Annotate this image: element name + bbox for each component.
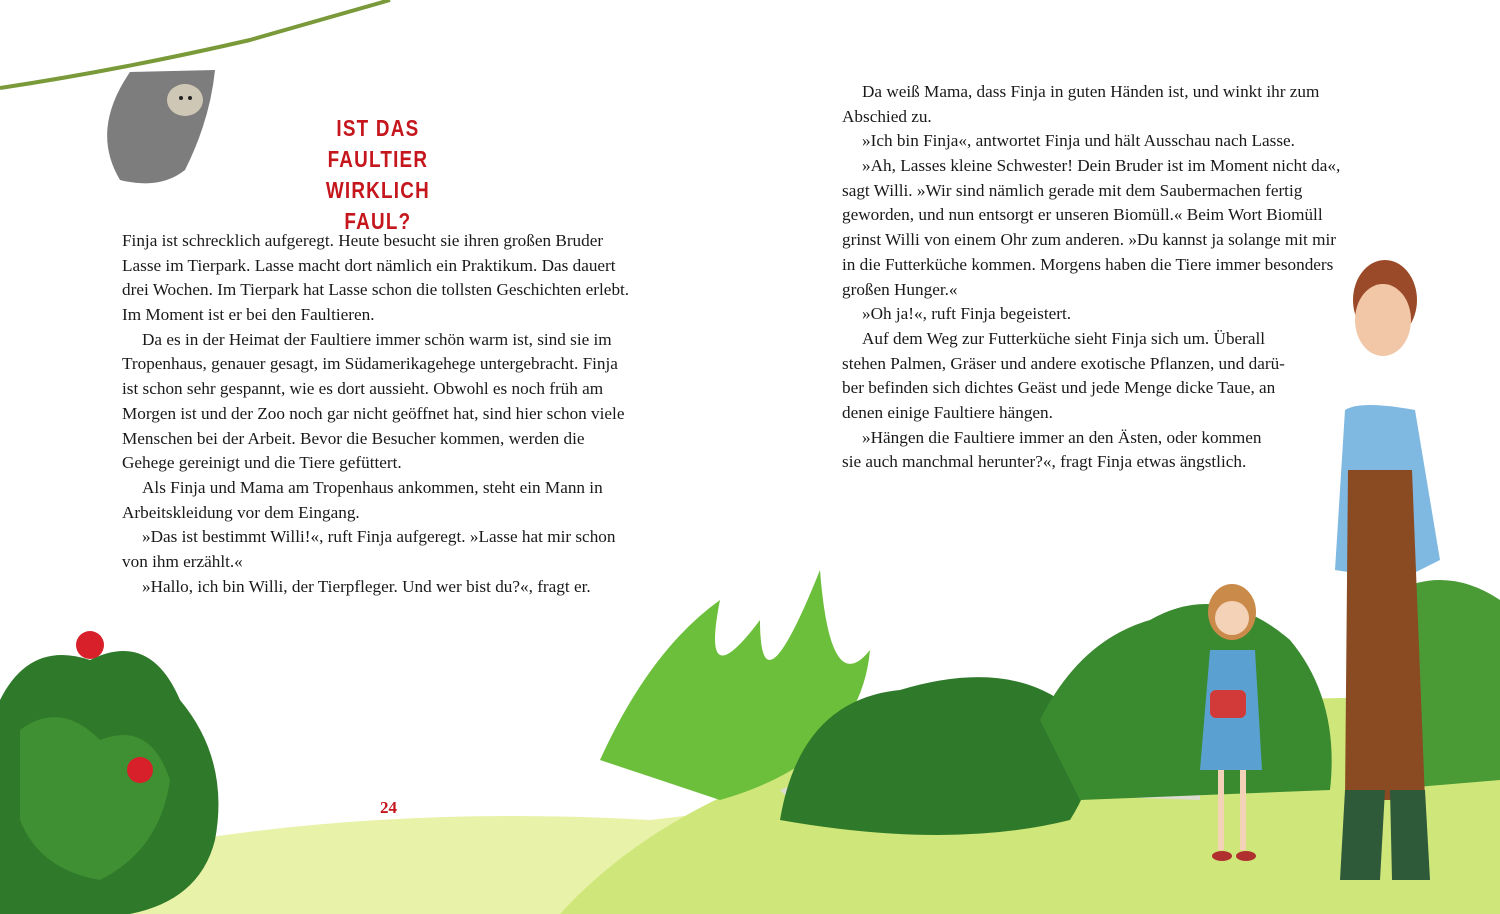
man-willi bbox=[1335, 260, 1440, 880]
text-line: Finja ist schrecklich aufgeregt. Heute besucht sie ihren großen Bruder bbox=[122, 231, 604, 250]
text-line: Im Moment ist er bei den Faultieren. bbox=[122, 305, 375, 325]
text-line: ber befinden sich dichtes Geäst und jede Menge dicke Taue, an bbox=[842, 378, 1276, 398]
text-line: Abschied zu. bbox=[842, 106, 932, 126]
text-line: »Oh ja!«, ruft Finja begeistert. bbox=[862, 304, 1072, 324]
left-page-text bbox=[122, 229, 629, 599]
text-line: denen einige Faultiere hängen. bbox=[842, 402, 1053, 422]
text-line: »Das ist bestimmt Willi!«, ruft Finja aufgeregt. »Lasse hat mir schon bbox=[142, 527, 616, 547]
text-line: Arbeitskleidung vor dem Eingang. bbox=[122, 502, 360, 522]
text-line: großen Hunger.« bbox=[842, 279, 958, 299]
text-line: sie auch manchmal herunter?«, fragt Finja etwas ängstlich. bbox=[842, 452, 1247, 472]
text-line: ist schon sehr gespannt, wie es dort aussieht. Obwohl es noch früh am bbox=[122, 379, 604, 399]
text-line: Menschen bei der Arbeit. Bevor die Besucher kommen, werden die bbox=[122, 428, 585, 448]
chapter-title-line: IST DAS FAULTIER bbox=[327, 115, 429, 172]
text-line: stehen Palmen, Gräser und andere exotische Pflanzen, und darü- bbox=[842, 353, 1285, 373]
chapter-title-line: WIRKLICH FAUL? bbox=[325, 177, 430, 234]
text-line: grinst Willi von einem Ohr zum anderen. »Du kannst ja solange mit mir bbox=[842, 230, 1336, 250]
text-line: geworden, und nun entsorgt er unseren Biomüll.« Beim Wort Biomüll bbox=[842, 205, 1323, 225]
text-line: sagt Willi. »Wir sind nämlich gerade mit dem Saubermachen fertig bbox=[842, 180, 1303, 200]
text-line: Lasse im Tierpark. Lasse macht dort nämlich ein Praktikum. Das dauert bbox=[122, 255, 616, 275]
text-line: »Hängen die Faultiere immer an den Ästen, oder kommen bbox=[862, 427, 1262, 447]
text-line: Morgen ist und der Zoo noch gar nicht geöffnet hat, sind hier schon viele bbox=[122, 403, 625, 423]
text-line: Als Finja und Mama am Tropenhaus ankommen, steht ein Mann in bbox=[142, 477, 603, 497]
text-line: Auf dem Weg zur Futterküche sieht Finja sich um. Überall bbox=[862, 328, 1266, 348]
page-number: 24 bbox=[380, 798, 397, 817]
text-line: Gehege gereinigt und die Tiere gefüttert. bbox=[122, 453, 402, 473]
text-line: Da es in der Heimat der Faultiere immer schön warm ist, sind sie im bbox=[142, 329, 612, 349]
chapter-title bbox=[300, 113, 456, 237]
text-line: »Hallo, ich bin Willi, der Tierpfleger. Und wer bist du?«, fragt er. bbox=[142, 576, 591, 596]
text-line: in die Futterküche kommen. Morgens haben die Tiere immer besonders bbox=[842, 254, 1334, 274]
text-line: von ihm erzählt.« bbox=[122, 551, 243, 571]
right-page-text bbox=[842, 80, 1340, 475]
text-line: Da weiß Mama, dass Finja in guten Händen ist, und winkt ihr zum bbox=[862, 82, 1320, 101]
text-line: drei Wochen. Im Tierpark hat Lasse schon die tollsten Geschichten erlebt. bbox=[122, 280, 630, 300]
text-line: »Ich bin Finja«, antwortet Finja und hält Ausschau nach Lasse. bbox=[862, 131, 1295, 151]
hibiscus-bush bbox=[0, 631, 218, 914]
text-line: Tropenhaus, genauer gesagt, im Südamerikagehege untergebracht. Finja bbox=[122, 354, 618, 374]
text-line: »Ah, Lasses kleine Schwester! Dein Bruder ist im Moment nicht da«, bbox=[862, 156, 1341, 176]
